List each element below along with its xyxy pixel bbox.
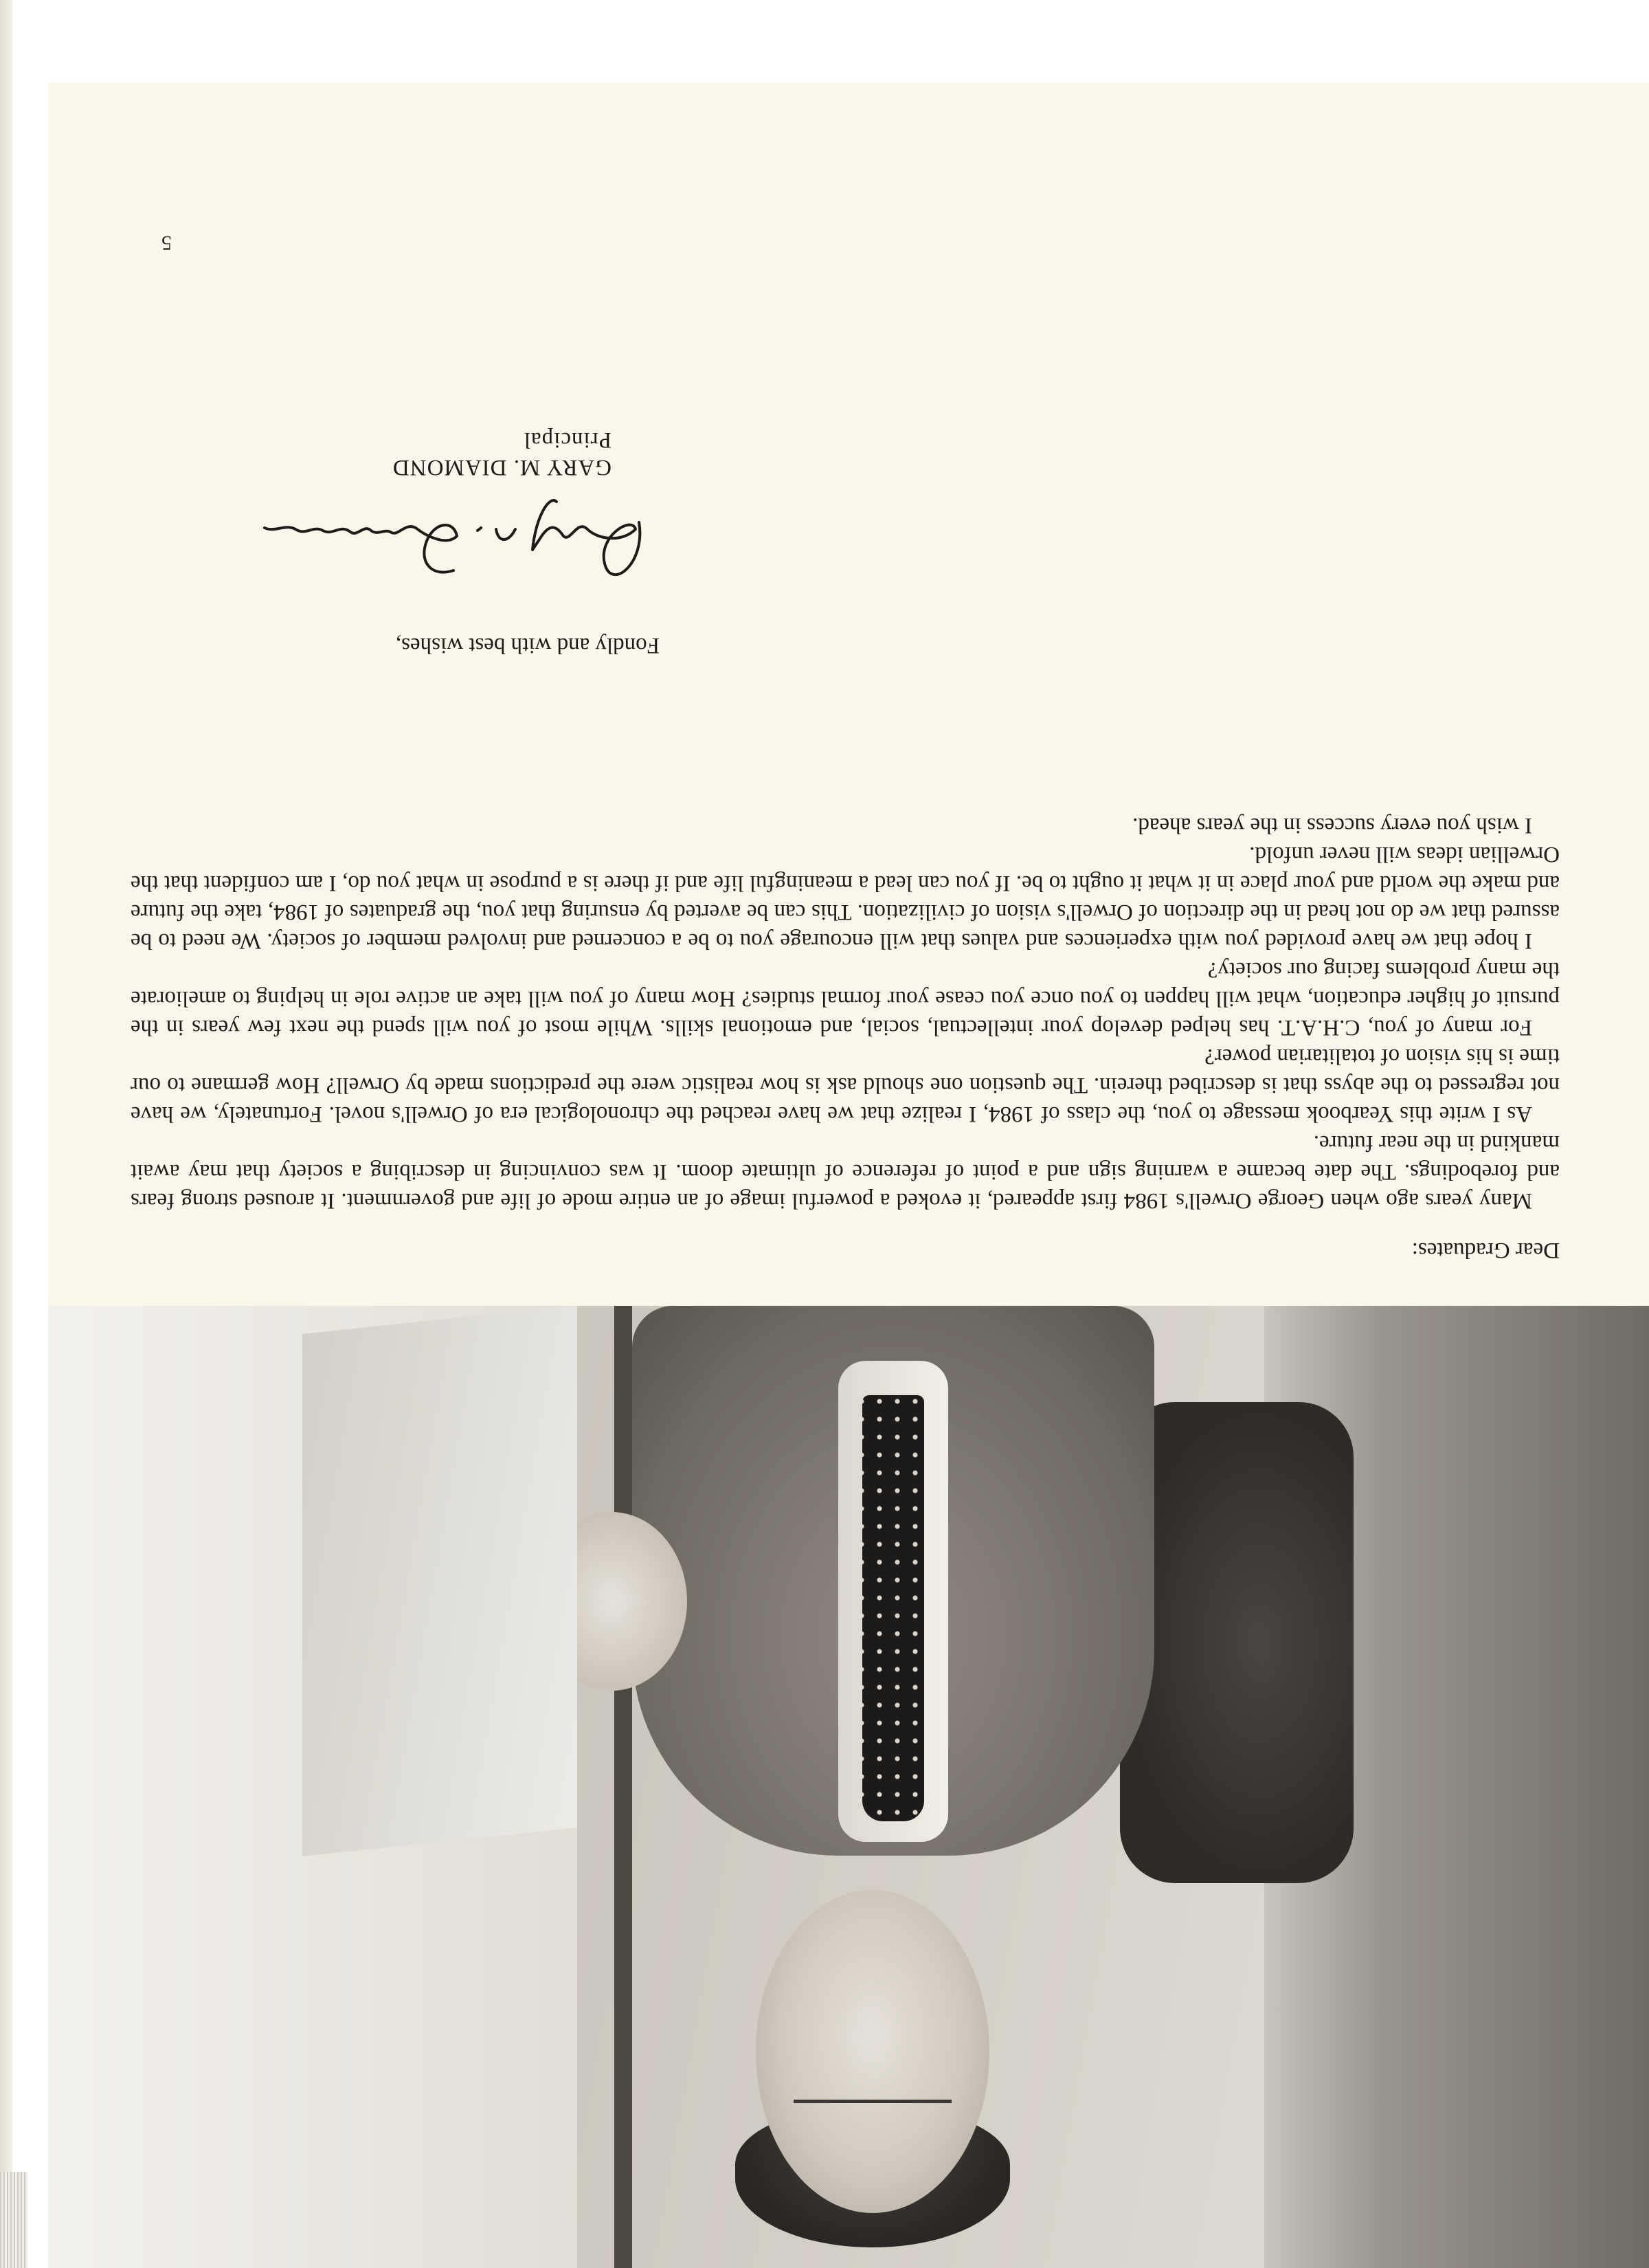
upside-down-page (48, 82, 1649, 2268)
scanner-edge (0, 0, 12, 2268)
paragraph: For many of you, C.H.A.T. has helped develop your intellectual, social, and emotional skills. While most of you will spend the next few years in the pursuit of higher education, what will happen to you once you cease your formal studies? How many of you will take an active role in helping to ameliorate the many problems facing our society? (131, 957, 1560, 1040)
signer-name: GARY M. DIAMOND (392, 455, 612, 480)
photo-papers (302, 1306, 577, 1856)
handwritten-signature (254, 488, 653, 605)
paragraph: I hope that we have provided you with experiences and values that will encourage you to be a concerned and involved member of society. We need to be assured that we do not head in the direction of Orwell's vision of civilization. This can be averted by ensuring that you, the graduates of 1984, take the future and make the world and your place in it what it ought to be. If you can lead a meaningful life and if there is a purpose in what you do, I am confident that the Orwellian ideas will never unfold. (131, 842, 1560, 953)
paragraph: I wish you every success in the years ahead. (1132, 813, 1532, 838)
salutation: Dear Graduates: (1411, 1238, 1560, 1263)
page-number: 5 (161, 232, 172, 254)
photo-chair (1120, 1402, 1354, 1883)
paragraph: As I write this Yearbook message to you, the class of 1984, I realize that we have reached the chronological era of Orwell's novel. Fortunately, we have not regressed to the abyss that is described therein. The question one should ask is how realistic were the predictions made by Orwell? How germane to our time is his vision of totalitarian power? (131, 1044, 1560, 1126)
principal-photograph (48, 1306, 1649, 2268)
paragraph: Many years ago when George Orwell's 1984 first appeared, it evoked a powerful image of an entire mode of life and government. It aroused strong fears and forebodings. The date became a warning sign and a point of reference of ultimate doom. It was convincing in describing a society that may await mankind in the near future. (131, 1131, 1560, 1213)
scanner-edge-marks (0, 2172, 27, 2268)
photo-glasses (794, 2052, 952, 2103)
signer-title: Principal (523, 427, 612, 452)
signer-block (199, 426, 612, 481)
photo-tie (862, 1395, 924, 1821)
letter-body (131, 811, 1560, 1265)
photo-frame-edge (614, 1306, 632, 2268)
closing-line: Fondly and with best wishes, (395, 633, 660, 658)
